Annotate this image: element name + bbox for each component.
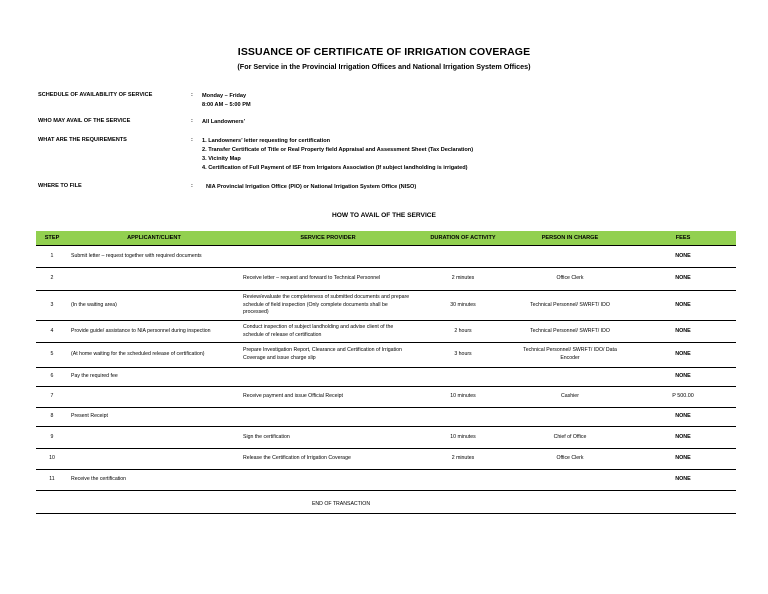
- info-colon: :: [191, 92, 193, 98]
- info-value: NIA Provincial Irrigation Office (PIO) or National Irrigation System Office (NISO): [206, 184, 417, 190]
- cell-step: 9: [36, 427, 68, 449]
- cell-applicant: [68, 449, 240, 470]
- cell-provider: Receive letter – request and forward to Technical Personnel: [240, 268, 416, 291]
- cell-fee: NONE: [630, 470, 736, 491]
- cell-step: 10: [36, 449, 68, 470]
- cell-fee: NONE: [630, 368, 736, 387]
- cell-duration: 30 minutes: [416, 291, 510, 321]
- cell-person: Technical Personnel/ SWRFT/ IDO/ Data Encoder: [510, 343, 630, 368]
- info-label: WHO MAY AVAIL OF THE SERVICE: [38, 118, 131, 124]
- cell-provider: [240, 470, 416, 491]
- cell-step: 7: [36, 387, 68, 408]
- info-colon: :: [191, 118, 193, 124]
- cell-step: 2: [36, 268, 68, 291]
- document-title: ISSUANCE OF CERTIFICATE OF IRRIGATION COVERAGE: [237, 46, 531, 58]
- table-row: [36, 387, 736, 408]
- cell-duration: [416, 470, 510, 491]
- service-steps-table: [36, 231, 736, 491]
- cell-person: [510, 408, 630, 427]
- cell-applicant: Pay the required fee: [68, 368, 240, 387]
- cell-applicant: (In the waiting area): [68, 291, 240, 321]
- cell-step: 11: [36, 470, 68, 491]
- info-colon: :: [191, 137, 193, 143]
- cell-fee: P 500.00: [630, 387, 736, 408]
- cell-step: 1: [36, 246, 68, 268]
- cell-fee: NONE: [630, 321, 736, 343]
- header-provider: SERVICE PROVIDER: [240, 231, 416, 246]
- cell-step: 4: [36, 321, 68, 343]
- table-row: [36, 321, 736, 343]
- cell-duration: [416, 246, 510, 268]
- cell-person: Cashier: [510, 387, 630, 408]
- cell-provider: Sign the certification: [240, 427, 416, 449]
- table-row: [36, 343, 736, 368]
- cell-provider: [240, 408, 416, 427]
- table-row: [36, 368, 736, 387]
- requirements-list: [202, 137, 572, 173]
- cell-person: [510, 246, 630, 268]
- cell-applicant: [68, 268, 240, 291]
- cell-provider: Review/evaluate the completeness of submitted documents and prepare schedule of field inspection (Only complete documents shall be processed): [240, 291, 416, 321]
- info-label: WHERE TO FILE: [38, 183, 82, 189]
- cell-fee: NONE: [630, 449, 736, 470]
- info-colon: :: [191, 183, 193, 189]
- info-label: WHAT ARE THE REQUIREMENTS: [38, 137, 127, 143]
- cell-provider: Release the Certification of Irrigation Coverage: [240, 449, 416, 470]
- cell-duration: [416, 368, 510, 387]
- section-heading: HOW TO AVAIL OF THE SERVICE: [332, 212, 436, 219]
- end-of-transaction: END OF TRANSACTION: [311, 501, 371, 507]
- cell-person: Technical Personnel/ SWRFT/ IDO: [510, 321, 630, 343]
- cell-applicant: Provide guide/ assistance to NIA personnel during inspection: [68, 321, 240, 343]
- cell-duration: 10 minutes: [416, 427, 510, 449]
- cell-step: 5: [36, 343, 68, 368]
- cell-step: 3: [36, 291, 68, 321]
- cell-duration: [416, 408, 510, 427]
- cell-fee: NONE: [630, 291, 736, 321]
- cell-applicant: [68, 427, 240, 449]
- requirement-item: 3. Vicinity Map: [202, 156, 241, 162]
- cell-fee: NONE: [630, 427, 736, 449]
- cell-provider: [240, 368, 416, 387]
- end-divider: [36, 513, 736, 514]
- cell-provider: Prepare Investigation Report, Clearance and Certification of Irrigation Coverage and issue charge slip: [240, 343, 416, 368]
- cell-fee: NONE: [630, 268, 736, 291]
- table-row: [36, 268, 736, 291]
- table-row: [36, 291, 736, 321]
- cell-step: 8: [36, 408, 68, 427]
- table-row: [36, 470, 736, 491]
- cell-provider: [240, 246, 416, 268]
- document-subtitle: (For Service in the Provincial Irrigation Offices and National Irrigation System Offices): [237, 62, 531, 71]
- info-label: SCHEDULE OF AVAILABILITY OF SERVICE: [38, 92, 153, 98]
- cell-applicant: Receive the certification: [68, 470, 240, 491]
- header-applicant: APPLICANT/CLIENT: [68, 231, 240, 246]
- cell-person: Office Clerk: [510, 268, 630, 291]
- cell-applicant: [68, 387, 240, 408]
- table-header-row: [36, 231, 736, 246]
- cell-person: [510, 470, 630, 491]
- cell-person: Technical Personnel/ SWRFT/ IDO: [510, 291, 630, 321]
- cell-provider: Receive payment and issue Official Receipt: [240, 387, 416, 408]
- schedule-hours: 8:00 AM – 5:00 PM: [202, 102, 251, 108]
- cell-duration: 3 hours: [416, 343, 510, 368]
- header-duration: DURATION OF ACTIVITY: [416, 231, 510, 246]
- table-row: [36, 449, 736, 470]
- cell-applicant: Present Receipt: [68, 408, 240, 427]
- schedule-days: Monday – Friday: [202, 93, 247, 99]
- cell-person: [510, 368, 630, 387]
- cell-fee: NONE: [630, 343, 736, 368]
- requirement-item: 1. Landowners’ letter requesting for certification: [202, 138, 331, 144]
- table-row: [36, 246, 736, 268]
- cell-applicant: (At home waiting for the scheduled release of certification): [68, 343, 240, 368]
- cell-provider: Conduct inspection of subject landholding and advise client of the schedule of release of certification: [240, 321, 416, 343]
- table-row: [36, 427, 736, 449]
- info-value: All Landowners’: [202, 119, 246, 125]
- table-row: [36, 408, 736, 427]
- cell-step: 6: [36, 368, 68, 387]
- cell-fee: NONE: [630, 246, 736, 268]
- info-value: [202, 92, 572, 110]
- requirement-item: 4. Certification of Full Payment of ISF from Irrigators Association (If subject landholding is irrigated): [202, 165, 468, 171]
- cell-person: Chief of Office: [510, 427, 630, 449]
- header-person: PERSON IN CHARGE: [510, 231, 630, 246]
- cell-duration: 2 hours: [416, 321, 510, 343]
- cell-duration: 10 minutes: [416, 387, 510, 408]
- header-step: STEP: [36, 231, 68, 246]
- cell-duration: 2 minutes: [416, 268, 510, 291]
- cell-fee: NONE: [630, 408, 736, 427]
- header-fees: FEES: [630, 231, 736, 246]
- cell-applicant: Submit letter – request together with required documents: [68, 246, 240, 268]
- requirement-item: 2. Transfer Certificate of Title or Real Property field Appraisal and Assessment Sheet (Tax Declaration): [202, 147, 474, 153]
- cell-person: Office Clerk: [510, 449, 630, 470]
- cell-duration: 2 minutes: [416, 449, 510, 470]
